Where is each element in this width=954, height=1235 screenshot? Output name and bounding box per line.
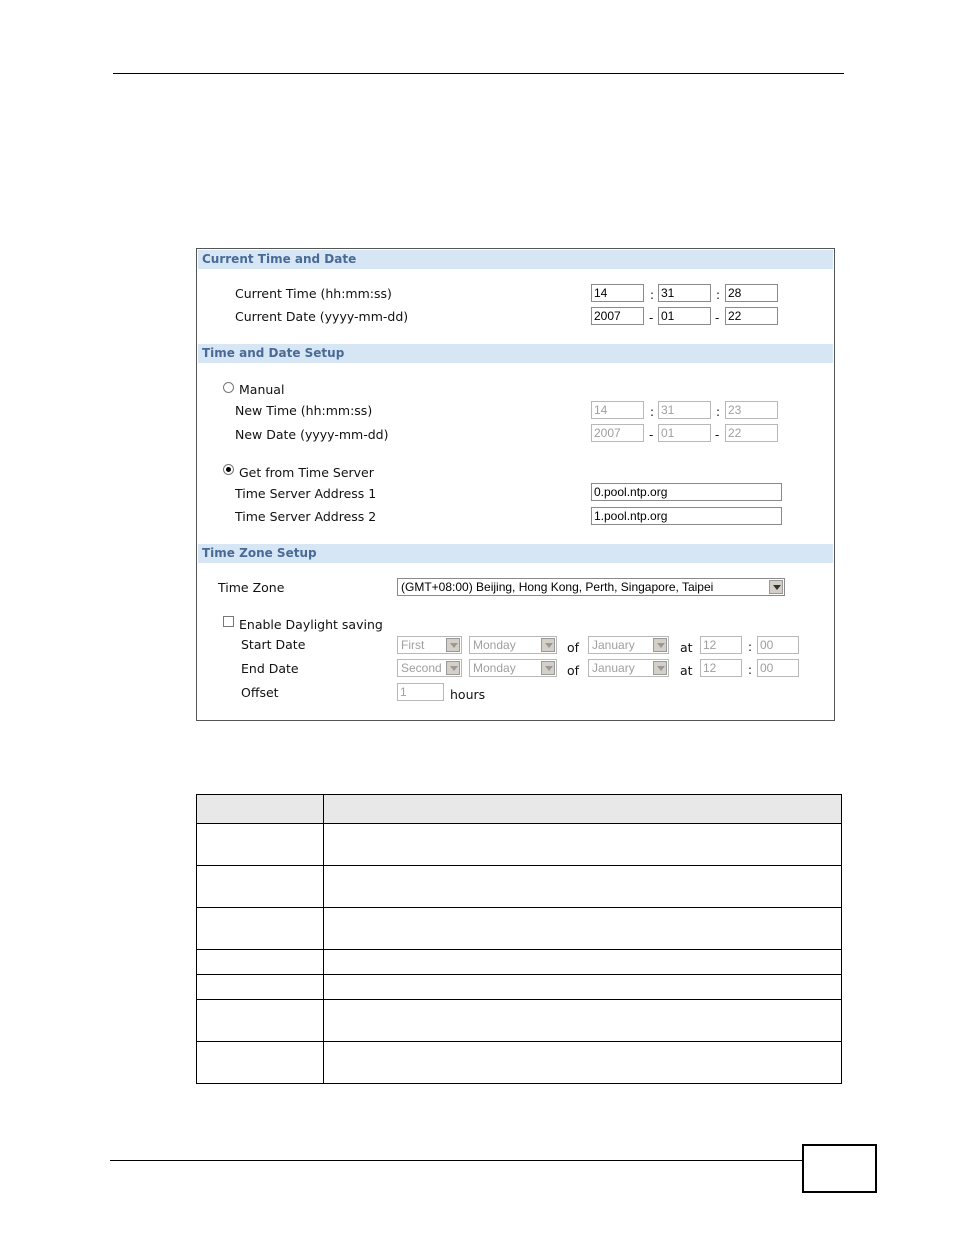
time-colon: : — [748, 640, 753, 654]
new-date-label: New Date (yyyy-mm-dd) — [235, 427, 389, 442]
table-cell — [324, 1042, 842, 1084]
section-header-zone — [198, 544, 833, 563]
date-dash: - — [715, 428, 720, 442]
table-cell — [197, 866, 324, 908]
start-month-select[interactable] — [588, 636, 669, 654]
time-server-radio[interactable] — [223, 464, 234, 475]
header-rule — [113, 73, 844, 74]
hours-label: hours — [450, 687, 486, 702]
new-time-label: New Time (hh:mm:ss) — [235, 403, 373, 418]
chevron-down-icon[interactable] — [541, 661, 555, 675]
table-row — [197, 1042, 842, 1084]
table-cell — [324, 1000, 842, 1042]
table-row — [197, 908, 842, 950]
table-cell — [197, 975, 324, 1000]
server2-label: Time Server Address 2 — [235, 509, 377, 524]
current-minute-field[interactable]: 31 — [658, 284, 711, 302]
time-colon: : — [650, 288, 655, 302]
table-cell — [324, 908, 842, 950]
daylight-saving-checkbox[interactable] — [223, 616, 234, 627]
section-header-setup — [198, 344, 833, 363]
section-title-zone: Time Zone Setup — [202, 546, 317, 560]
table-cell — [197, 1042, 324, 1084]
table-row — [197, 950, 842, 975]
time-zone-select[interactable] — [397, 578, 785, 596]
time-colon: : — [716, 288, 721, 302]
table-row — [197, 975, 842, 1000]
start-minute-field[interactable]: 00 — [757, 636, 799, 654]
table-cell — [197, 908, 324, 950]
start-day-value: Monday — [473, 638, 516, 652]
manual-label: Manual — [239, 382, 285, 397]
chevron-down-icon[interactable] — [769, 580, 783, 594]
table-cell — [324, 975, 842, 1000]
section-header-current — [198, 250, 833, 269]
end-week-value: Second — [401, 661, 442, 675]
time-date-settings-panel — [196, 248, 835, 721]
at-label: at — [680, 663, 693, 678]
table-cell — [197, 1000, 324, 1042]
date-dash: - — [649, 311, 654, 325]
current-date-label: Current Date (yyyy-mm-dd) — [235, 309, 409, 324]
chevron-down-icon[interactable] — [446, 638, 460, 652]
of-label: of — [567, 663, 580, 678]
current-time-label: Current Time (hh:mm:ss) — [235, 286, 392, 301]
current-hour-field[interactable]: 14 — [591, 284, 644, 302]
time-colon: : — [716, 405, 721, 419]
end-week-select[interactable] — [397, 659, 462, 677]
end-month-value: January — [592, 661, 635, 675]
table-header-cell — [324, 795, 842, 824]
time-zone-label: Time Zone — [218, 580, 285, 595]
date-dash: - — [649, 428, 654, 442]
offset-field[interactable]: 1 — [397, 683, 444, 701]
section-title-setup: Time and Date Setup — [202, 346, 345, 360]
start-day-select[interactable] — [469, 636, 557, 654]
end-month-select[interactable] — [588, 659, 669, 677]
time-colon: : — [748, 663, 753, 677]
page-number-box — [802, 1144, 877, 1193]
table-cell — [324, 950, 842, 975]
chevron-down-icon[interactable] — [653, 638, 667, 652]
new-day-field[interactable]: 22 — [725, 424, 778, 442]
at-label: at — [680, 640, 693, 655]
current-month-field[interactable]: 01 — [658, 307, 711, 325]
date-dash: - — [715, 311, 720, 325]
offset-label: Offset — [241, 685, 279, 700]
chevron-down-icon[interactable] — [653, 661, 667, 675]
table-cell — [324, 824, 842, 866]
start-hour-field[interactable]: 12 — [700, 636, 742, 654]
new-month-field[interactable]: 01 — [658, 424, 711, 442]
current-year-field[interactable]: 2007 — [591, 307, 644, 325]
chevron-down-icon[interactable] — [446, 661, 460, 675]
start-week-value: First — [401, 638, 425, 652]
time-zone-value: (GMT+08:00) Beijing, Hong Kong, Perth, Singapore, Taipei — [401, 580, 714, 594]
daylight-saving-label: Enable Daylight saving — [239, 617, 383, 632]
table-cell — [324, 866, 842, 908]
new-minute-field[interactable]: 31 — [658, 401, 711, 419]
section-title-current: Current Time and Date — [202, 252, 357, 266]
footer-rule — [110, 1160, 802, 1161]
end-day-select[interactable] — [469, 659, 557, 677]
table-header-cell — [197, 795, 324, 824]
table-cell — [197, 950, 324, 975]
field-description-table — [196, 794, 842, 1084]
end-hour-field[interactable]: 12 — [700, 659, 742, 677]
table-header-row — [197, 795, 842, 824]
end-minute-field[interactable]: 00 — [757, 659, 799, 677]
time-colon: : — [650, 405, 655, 419]
server1-field[interactable]: 0.pool.ntp.org — [591, 483, 782, 501]
start-month-value: January — [592, 638, 635, 652]
table-row — [197, 824, 842, 866]
new-second-field[interactable]: 23 — [725, 401, 778, 419]
table-row — [197, 866, 842, 908]
of-label: of — [567, 640, 580, 655]
end-date-label: End Date — [241, 661, 299, 676]
table-row — [197, 1000, 842, 1042]
time-server-label: Get from Time Server — [239, 465, 374, 480]
new-year-field[interactable]: 2007 — [591, 424, 644, 442]
new-hour-field[interactable]: 14 — [591, 401, 644, 419]
server2-field[interactable]: 1.pool.ntp.org — [591, 507, 782, 525]
current-second-field[interactable]: 28 — [725, 284, 778, 302]
manual-radio[interactable] — [223, 382, 234, 393]
start-week-select[interactable] — [397, 636, 462, 654]
start-date-label: Start Date — [241, 637, 306, 652]
table-cell — [197, 824, 324, 866]
current-day-field[interactable]: 22 — [725, 307, 778, 325]
server1-label: Time Server Address 1 — [235, 486, 377, 501]
end-day-value: Monday — [473, 661, 516, 675]
chevron-down-icon[interactable] — [541, 638, 555, 652]
